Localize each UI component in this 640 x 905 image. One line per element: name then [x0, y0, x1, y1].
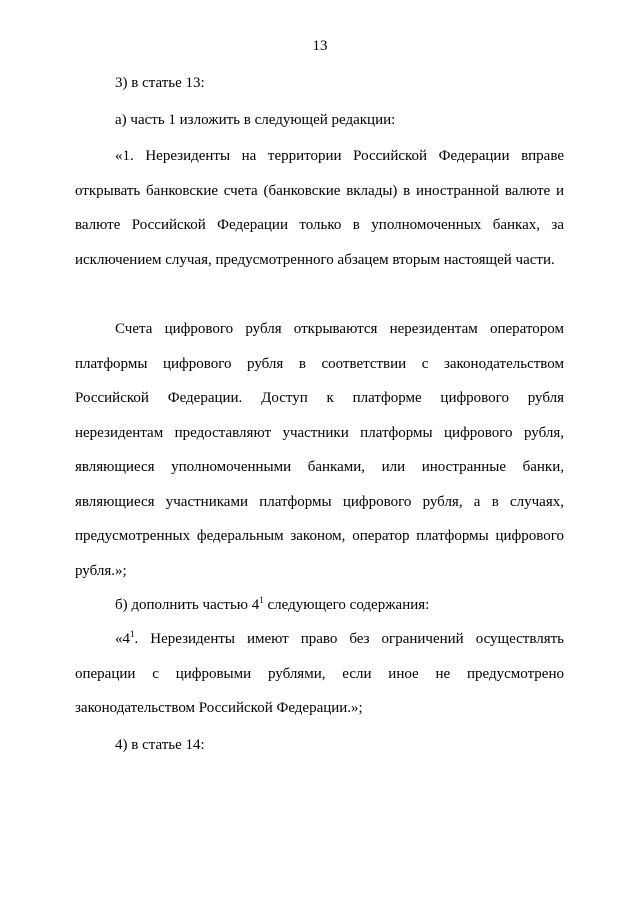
- paragraph-part-4-1-body: . Нерезиденты имеют право без ограничений осуществлять операции с цифровыми рублями, если иное не предусмотрено законодательством Российской Федерации.»;: [75, 631, 564, 716]
- paragraph-digital-ruble-accounts: Счета цифрового рубля открываются нерезидентам оператором платформы цифрового рубля в соответствии с законодательством Российской Федерации. Доступ к платформе цифрового рубля нерезидентам предоставляют участники платформы цифрового рубля, являющиеся уполномоченными банками, или иностранные банки, являющиеся участниками платформы цифрового рубля, а в случаях, предусмотренных федеральным законом, оператор платформы цифрового рубля.»;: [75, 321, 564, 579]
- page-number: 13: [312, 38, 328, 54]
- paragraph-article-14: 4) в статье 14:: [115, 737, 205, 753]
- superscript: 1: [259, 595, 264, 605]
- paragraph-add-part-4-1-tail: следующего содержания:: [263, 597, 430, 613]
- paragraph-part-1-amend: а) часть 1 изложить в следующей редакции:: [115, 112, 396, 128]
- paragraph-article-13: 3) в статье 13:: [115, 75, 205, 91]
- paragraph-nonresidents-accounts: «1. Нерезиденты на территории Российской Федерации вправе открывать банковские счета (банковские вклады) в иностранной валюте и валюте Российской Федерации только в уполномоченных банках, за исключением случая, предусмотренного абзацем вторым настоящей части.: [75, 148, 564, 268]
- paragraph-add-part-4-1: [75, 588, 564, 623]
- paragraph-part-4-1-content: [75, 622, 564, 726]
- paragraph-add-part-4-1-text: б) дополнить частью 4: [115, 597, 260, 613]
- superscript: 1: [130, 629, 135, 639]
- paragraph-part-4-1-number: «4: [115, 631, 130, 647]
